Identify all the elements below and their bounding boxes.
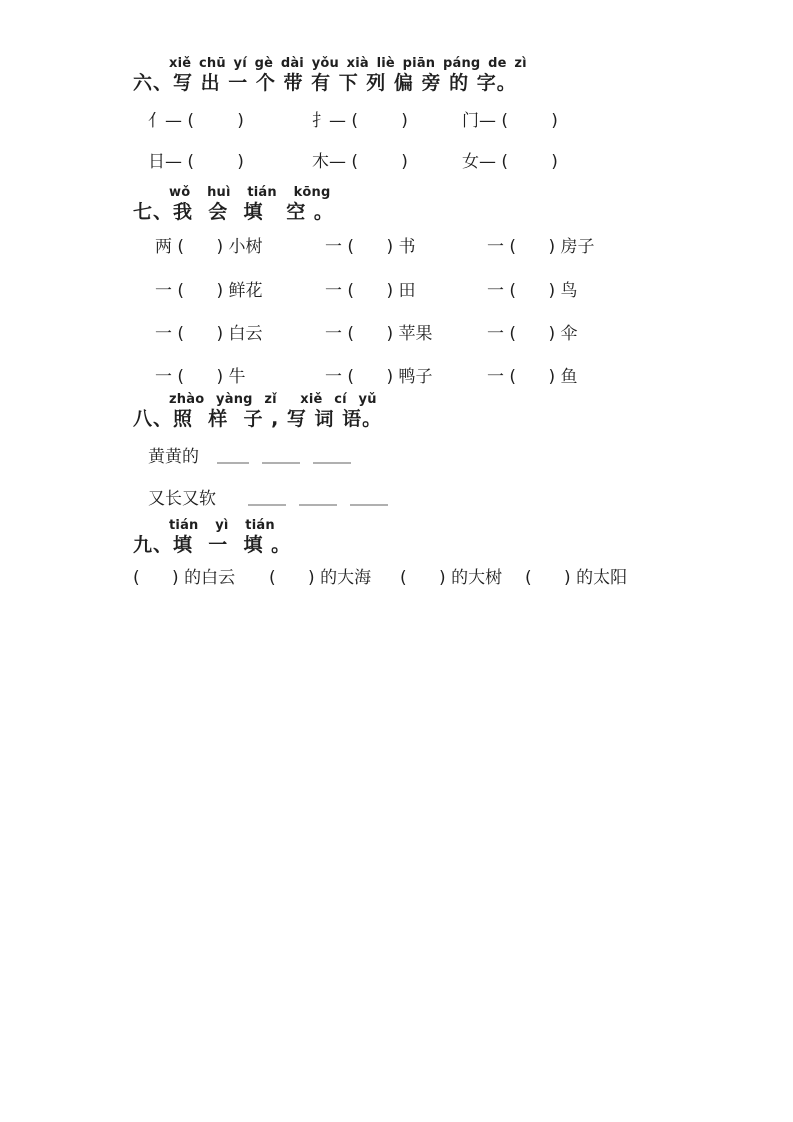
answer-blank-line <box>217 454 249 464</box>
radical-fill-item: 女— ( ) <box>462 152 558 172</box>
answer-blank-line <box>350 496 388 506</box>
adjective-fill-item: ( ) 的大树 <box>400 568 503 588</box>
radical-fill-item: 木— ( ) <box>312 152 408 172</box>
example-row <box>148 488 388 510</box>
radical-row <box>148 110 558 132</box>
answer-blank-line <box>313 454 351 464</box>
answer-blanks <box>217 454 351 468</box>
adjective-fill-item: ( ) 的太阳 <box>525 568 628 588</box>
measure-word-item: 一 ( ) 房子 <box>487 237 595 257</box>
section-seven-header <box>133 185 334 224</box>
measure-word-item: 一 ( ) 鸭子 <box>325 367 433 387</box>
measure-word-row <box>155 323 578 345</box>
section-nine-title: 九、填 一 填 。 <box>133 534 292 556</box>
example-word: 黄黄的 <box>148 447 199 467</box>
section-six-header <box>133 56 527 95</box>
measure-word-item: 一 ( ) 田 <box>325 281 416 301</box>
adjective-fill-item: ( ) 的大海 <box>269 568 372 588</box>
measure-word-item: 一 ( ) 牛 <box>155 367 246 387</box>
answer-blank-line <box>299 496 337 506</box>
section-seven-title: 七、我 会 填 空 。 <box>133 201 334 223</box>
radical-fill-item: 门— ( ) <box>462 111 558 131</box>
section-nine-pinyin: tián yì tián <box>169 518 275 533</box>
section-eight-header <box>133 392 382 431</box>
measure-word-item: 一 ( ) 伞 <box>487 324 578 344</box>
example-word: 又长又软 <box>148 489 216 509</box>
measure-word-row <box>155 366 578 388</box>
radical-fill-item: 亻— ( ) <box>148 111 244 131</box>
adjective-fill-row <box>133 567 627 589</box>
answer-blank-line <box>262 454 300 464</box>
measure-word-item: 一 ( ) 鸟 <box>487 281 578 301</box>
radical-fill-item: 扌— ( ) <box>312 111 408 131</box>
section-nine-header <box>133 518 291 557</box>
measure-word-item: 两 ( ) 小树 <box>155 237 263 257</box>
measure-word-row <box>155 280 578 302</box>
radical-fill-item: 日— ( ) <box>148 152 244 172</box>
measure-word-item: 一 ( ) 鲜花 <box>155 281 263 301</box>
measure-word-item: 一 ( ) 苹果 <box>325 324 433 344</box>
measure-word-row <box>155 236 595 258</box>
radical-row <box>148 151 558 173</box>
adjective-fill-item: ( ) 的白云 <box>133 568 236 588</box>
example-row <box>148 446 351 468</box>
measure-word-item: 一 ( ) 书 <box>325 237 416 257</box>
answer-blanks <box>248 496 388 510</box>
measure-word-item: 一 ( ) 鱼 <box>487 367 578 387</box>
section-six-pinyin: xiě chū yí gè dài yǒu xià liè piān páng de zì <box>169 56 527 71</box>
answer-blank-line <box>248 496 286 506</box>
section-eight-title: 八、照 样 子 , 写 词 语。 <box>133 408 383 430</box>
section-six-title: 六、写 出 一 个 带 有 下 列 偏 旁 的 字。 <box>133 72 517 94</box>
measure-word-item: 一 ( ) 白云 <box>155 324 263 344</box>
section-eight-pinyin: zhào yàng zǐ xiě cí yǔ <box>169 392 377 407</box>
section-seven-pinyin: wǒ huì tián kōng <box>169 185 331 200</box>
